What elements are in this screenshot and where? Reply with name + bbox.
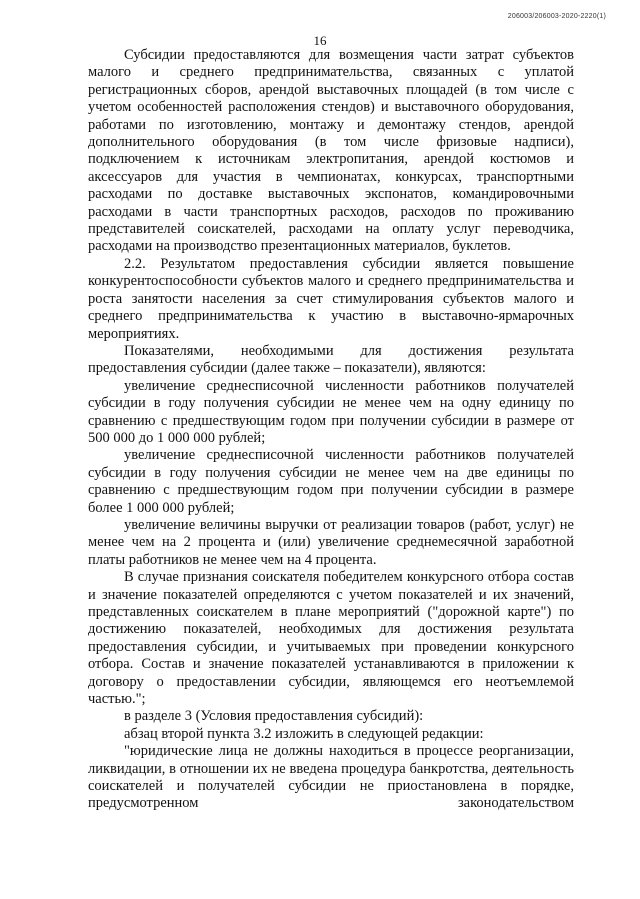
paragraph-2-2-result: 2.2. Результатом предоставления субсидии является повышение конкурентоспособности субъектов малого и среднего предпринимательства и роста занятости населения за счет стимулирования субъектов малого и среднего предпринимательства к участию в выставочно-ярмарочных мероприятиях.: [88, 255, 574, 342]
paragraph-indicator-1: увеличение среднесписочной численности работников получателей субсидии в году получения субсидии не менее чем на одну единицу по сравнению с предшествующим годом при получении субсидии в размере от 500 000 до 1 000 000 рублей;: [88, 377, 574, 446]
paragraph-clause-3-2: абзац второй пункта 3.2 изложить в следующей редакции:: [124, 725, 484, 742]
document-id: 206003/206003-2020-2220(1): [507, 13, 606, 20]
document-body: [88, 47, 574, 813]
paragraph-winner-indicators: В случае признания соискателя победителем конкурсного отбора состав и значение показателей определяются с учетом показателей и их значений, представленных соискателем в плане мероприятий ("дорожной карте") по достижению показателей, необходимых для достижения результата предоставления субсидии, и учитываемых при проведении конкурсного отбора. Состав и значение показателей устанавливаются в приложении к договору о предоставлении субсидии, являющемся его неотъемлемой частью.";: [88, 569, 574, 708]
paragraph-subsidy-purpose: Субсидии предоставляются для возмещения части затрат субъектов малого и среднего предпринимательства, связанных с уплатой регистрационных сборов, арендой выставочных площадей (в том числе с учетом особенностей расположения стендов) и выставочного оборудования, работами по изготовлению, монтажу и демонтажу стендов, арендой дополнительного оборудования (в том числе фризовые надписи), подключением к источникам электропитания, арендой костюмов и аксессуаров для участия в чемпионатах, конкурсах, транспортными расходами по доставке выставочных экспонатов, командировочными расходами в части транспортных расходов, расходов по проживанию представителей соискателей, расходами на оплату услуг переводчика, расходами на производство презентационных материалов, буклетов.: [88, 47, 574, 255]
paragraph-indicator-2: увеличение среднесписочной численности работников получателей субсидии в году получения субсидии не менее чем на две единицы по сравнению с предшествующим годом при получении субсидии в размере более 1 000 000 рублей;: [88, 447, 574, 516]
paragraph-legal-entities: "юридические лица не должны находиться в процессе реорганизации, ликвидации, в отношении их не введена процедура банкротства, деятельность соискателей и получателей субсидии не приостановлена в порядке, предусмотренном законодательством: [88, 743, 574, 812]
page-number: 16: [313, 33, 327, 48]
paragraph-indicator-3: увеличение величины выручки от реализации товаров (работ, услуг) не менее чем на 2 процента и (или) увеличение среднемесячной заработной платы работников не менее чем на 4 процента.: [88, 516, 574, 568]
paragraph-section-3: в разделе 3 (Условия предоставления субсидий):: [124, 708, 424, 725]
paragraph-indicators-intro: Показателями, необходимыми для достижения результата предоставления субсидии (далее также – показатели), являются:: [88, 342, 574, 377]
